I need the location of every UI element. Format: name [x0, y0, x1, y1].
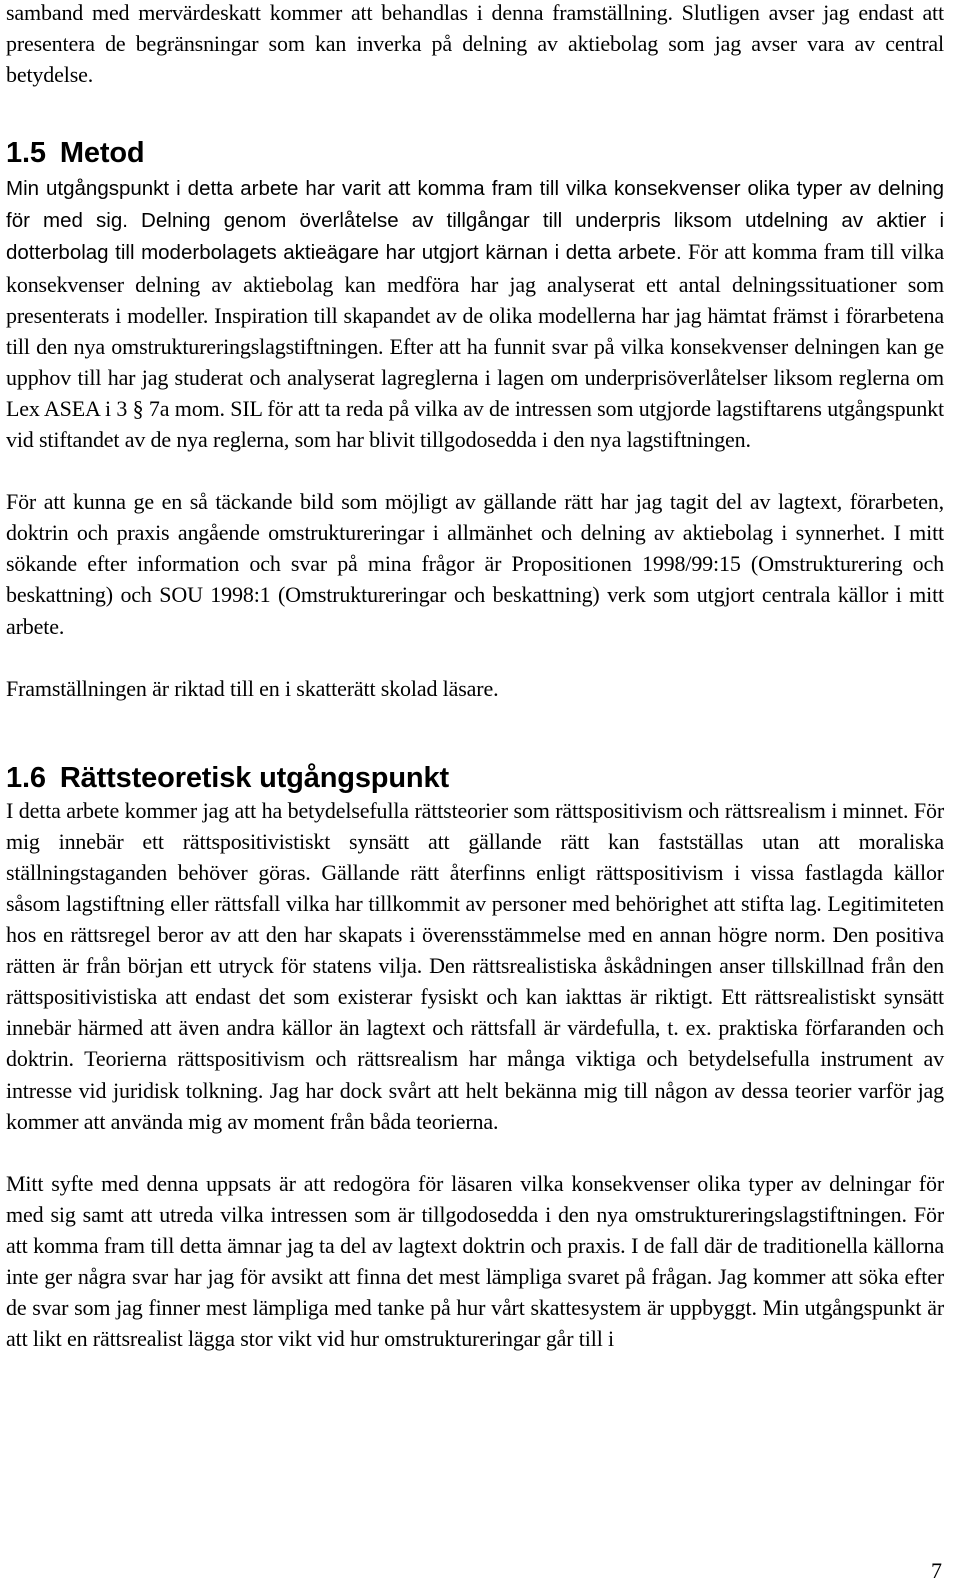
rattsteori-paragraph-1: I detta arbete kommer jag att ha betydelsefulla rättsteorier som rättspositivism och rättsrealism i minnet. För mig innebär ett rättspositivistiskt synsätt att gällande rätt kan fastställas utan att moraliska ställningstaganden behöver göras. Gällande rätt återfinns enligt rättspositivism i vissa fastlagda källor såsom lagstiftning eller rättsfall vilka har tillkommit av personer med behörighet att stifta lag. Legitimiteten hos en rättsregel beror av att den har skapats i överensstämmelse med en annan högre norm. Den positiva rätten är från början ett utryck för statens vilja. Den rättsrealistiska åskådningen anser tillskillnad från den rättspositivistiska att endast det som existerar fysiskt och kan iakttas är riktigt. Ett rättsrealistiskt synsätt innebär härmed att även andra källor än lagtext och rättsfall är värdefulla, t. ex. praktiska förfaranden och doktrin. Teorierna rättspositivism och rättsrealism har många viktiga och betydelsefulla instrument av intresse vid juridisk tolkning. Jag har dock svårt att helt bekänna mig till någon av dessa teorier varför jag kommer att använda mig av moment från båda teorierna. — [6, 797, 944, 1134]
section-number: 1.5 — [6, 137, 46, 170]
page-number: 7 — [931, 1558, 942, 1583]
intro-paragraph: samband med mervärdeskatt kommer att behandlas i denna framställning. Slutligen avser jag endast att presentera de begränsningar som kan inverka på delning av aktiebolag som jag avser vara av central betydelse. — [6, 0, 944, 88]
section-title: Rättsteoretisk utgångspunkt — [59, 761, 449, 794]
metod-paragraph-1-sans-part: Min utgångspunkt i detta arbete har varit att komma fram till vilka konsekvenser olika typer av delning för med sig. Delning genom överlåtelse av tillgångar till underpris liksom utdelning av aktier i dotterbolag till moderbolagets aktieägare har utgjort kärnan i detta arbete. — [6, 177, 944, 265]
metod-paragraph-1-serif-part: För att komma fram till vilka konsekvenser delning av aktiebolag kan medföra har jag analyserat ett antal delningssituationer som presenterats i modeller. Inspiration till skapandet av de olika modellerna har jag hämtat främst i förarbetena till den nya omstruktureringslagstiftningen. Efter att ha funnit svar på vilka konsekvenser delningen kan ge upphov till har jag studerat och analyserat lagreglerna i lagen om underprisöverlåtelser liksom reglerna om Lex ASEA i 3 § 7a mom. SIL för att ta reda på vilka av de intressen som utgjorde lagstiftarens utgångspunkt vid stiftandet av de nya reglerna, som har blivit tillgodosedda i den nya lagstiftningen. — [6, 239, 944, 453]
section-heading-rattsteoretisk — [6, 758, 944, 798]
document-page — [6, 0, 944, 1354]
section-title: Metod — [59, 137, 145, 170]
section-heading-metod — [6, 133, 944, 173]
rattsteori-paragraph-2: Mitt syfte med denna uppsats är att redogöra för läsaren vilka konsekvenser olika typer av delningar för med sig samt att utreda vilka intressen som är tillgodosedda i den nya omstruktureringslagstiftningen. För att komma fram till detta ämnar jag ta del av lagtext doktrin och praxis. I de fall där de traditionella källorna inte ger några svar har jag för avsikt att finna det mest lämpliga svaret på frågan. Jag kommer att söka efter de svar som jag finner mest lämpliga med tanke på hur vårt skattesystem är uppbyggt. Min utgångspunkt är att likt en rättsrealist lägga stor vikt vid hur omstruktureringar går till i — [6, 1170, 944, 1352]
section-number: 1.6 — [6, 761, 46, 794]
metod-paragraph-1 — [6, 172, 944, 455]
metod-paragraph-3: Framställningen är riktad till en i skatterätt skolad läsare. — [6, 675, 499, 701]
metod-paragraph-2: För att kunna ge en så täckande bild som möjligt av gällande rätt har jag tagit del av lagtext, förarbeten, doktrin och praxis angående omstruktureringar i allmänhet och delning av aktiebolag i synnerhet. I mitt sökande efter information och svar på mina frågor är Propositionen 1998/99:15 (Omstrukturering och beskattning) och SOU 1998:1 (Omstruktureringar och beskattning) verk som utgjort centrala källor i mitt arbete. — [6, 489, 944, 639]
